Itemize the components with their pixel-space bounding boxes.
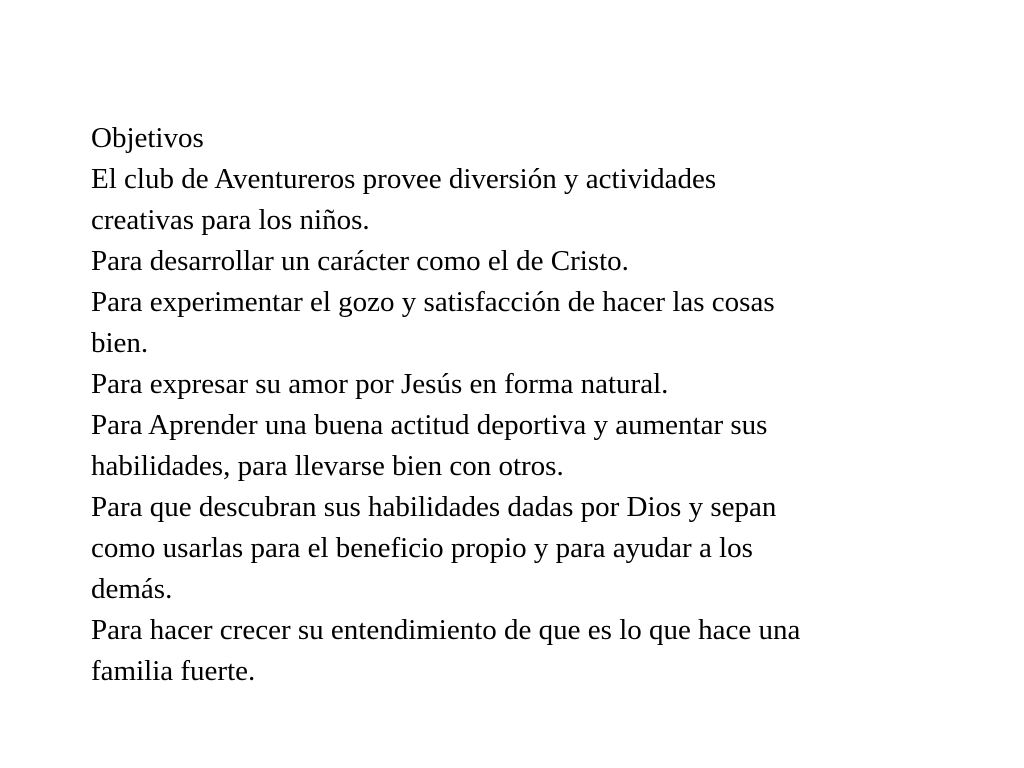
objective-5 (91, 405, 941, 487)
slide-content (91, 118, 941, 692)
objective-line: como usarlas para el beneficio propio y para ayudar a los (91, 532, 753, 564)
objective-line: familia fuerte. (91, 655, 256, 687)
objective-line: Para hacer crecer su entendimiento de que es lo que hace una (91, 614, 801, 646)
objective-2 (91, 241, 941, 282)
objective-6 (91, 487, 941, 610)
objective-line: Para desarrollar un carácter como el de Cristo. (91, 245, 629, 277)
objective-line: creativas para los niños. (91, 204, 370, 236)
objective-line: habilidades, para llevarse bien con otros. (91, 450, 564, 482)
objective-3 (91, 282, 941, 364)
objective-4 (91, 364, 941, 405)
objective-line: demás. (91, 573, 173, 605)
slide-title (91, 118, 941, 159)
objective-line: Para expresar su amor por Jesús en forma natural. (91, 368, 669, 400)
objective-line: Para que descubran sus habilidades dadas por Dios y sepan (91, 491, 777, 523)
title-text: Objetivos (91, 122, 204, 154)
objective-line: bien. (91, 327, 149, 359)
objective-line: Para Aprender una buena actitud deportiva y aumentar sus (91, 409, 768, 441)
objective-1 (91, 159, 941, 241)
objective-line: Para experimentar el gozo y satisfacción de hacer las cosas (91, 286, 775, 318)
objective-7 (91, 610, 941, 692)
objective-line: El club de Aventureros provee diversión y actividades (91, 163, 717, 195)
